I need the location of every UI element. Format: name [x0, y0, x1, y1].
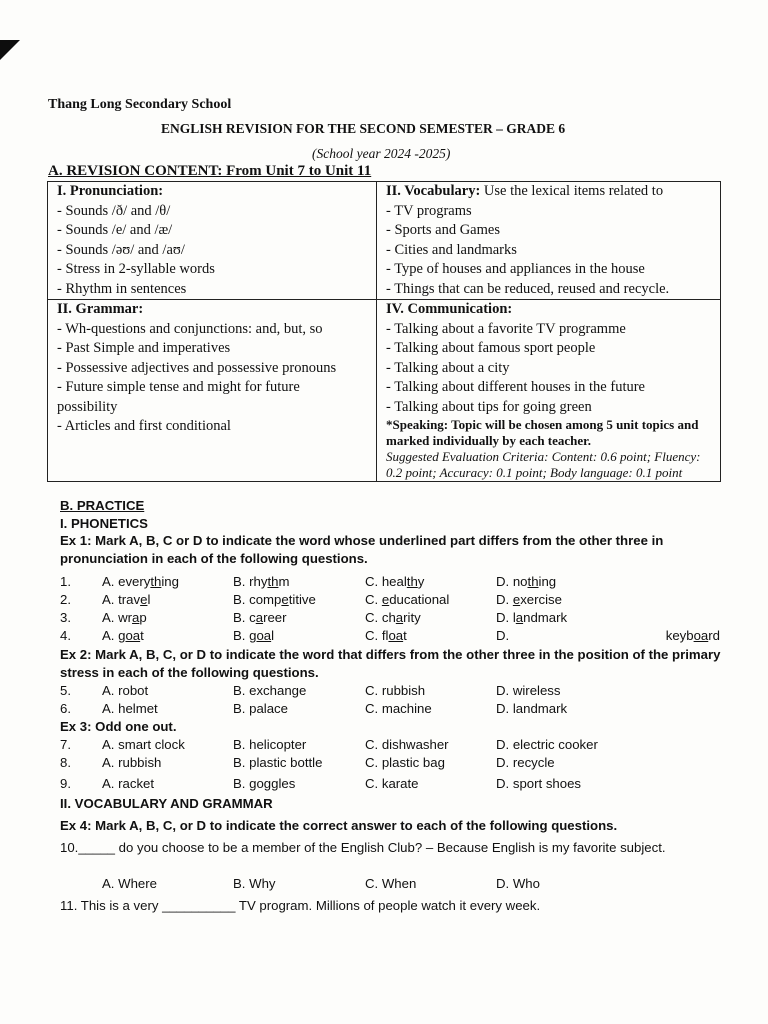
- option-a: A. Where: [102, 876, 157, 891]
- question-row: [60, 592, 720, 610]
- option-text: D.: [496, 592, 513, 607]
- question-row: [60, 574, 720, 592]
- vocabulary-item: - TV programs: [386, 202, 472, 219]
- communication-item: - Talking about famous sport people: [386, 340, 596, 356]
- option-a: [102, 701, 158, 716]
- option-d: [496, 628, 509, 643]
- question-11: 11. This is a very __________ TV program. Millions of people watch it every week.: [60, 898, 541, 913]
- option-text: ducational: [389, 592, 450, 607]
- speaking-note: *Speaking: Topic will be chosen among 5 unit topics and marked individually by each teacher.: [386, 417, 699, 448]
- option-text: C. ch: [365, 610, 396, 625]
- underlined-part: th: [527, 574, 539, 589]
- option-text: reer: [263, 610, 287, 625]
- option-c: [365, 737, 449, 752]
- option-text: A. every: [102, 574, 151, 589]
- scan-corner-mark: [0, 40, 20, 78]
- option-text: D.: [496, 628, 510, 643]
- phonetics-heading: I. PHONETICS: [60, 516, 148, 531]
- underlined-part: oa: [388, 628, 404, 643]
- option-b: [233, 701, 288, 716]
- question-row: [60, 755, 720, 773]
- pronunciation-title: I. Pronunciation:: [57, 183, 164, 199]
- communication-item: - Talking about different houses in the future: [386, 379, 645, 395]
- option-text: D. no: [496, 574, 528, 589]
- option-d: [496, 610, 567, 625]
- underlined-part: oa: [693, 628, 709, 643]
- option-d: [496, 755, 555, 770]
- option-text: l: [147, 592, 151, 607]
- question-number: 3.: [60, 610, 71, 625]
- option-text: C. plastic bag: [365, 755, 445, 770]
- option-d: [496, 683, 560, 698]
- option-text: titive: [288, 592, 316, 607]
- option-text: t: [140, 628, 144, 643]
- option-text: B. rhy: [233, 574, 268, 589]
- option-text: C. machine: [365, 701, 432, 716]
- question-number: 5.: [60, 683, 71, 698]
- ex4-instruction: Ex 4: Mark A, B, C, or D to indicate the correct answer to each of the following questions.: [60, 818, 618, 833]
- pronunciation-item: - Rhythm in sentences: [57, 280, 187, 297]
- communication-cell: [377, 300, 721, 482]
- pronunciation-item: - Stress in 2-syllable words: [57, 261, 215, 277]
- question-number: 2.: [60, 592, 71, 607]
- question-number: 4.: [60, 628, 71, 643]
- option-a: [102, 755, 161, 770]
- underlined-part: oa: [256, 628, 272, 643]
- grammar-item: - Possessive adjectives and possessive pronouns: [57, 359, 337, 376]
- option-text: xercise: [520, 592, 562, 607]
- pronunciation-item: - Sounds /ð/ and /θ/: [57, 202, 171, 219]
- question-row: [60, 610, 720, 628]
- option-d: [496, 592, 562, 607]
- underlined-part: a: [132, 610, 140, 625]
- option-text: B. c: [233, 610, 256, 625]
- option-b: [233, 776, 295, 791]
- grammar-cell: [48, 300, 377, 482]
- option-b: [233, 610, 287, 625]
- option-b: B. Why: [233, 876, 276, 891]
- option-text: A. wr: [102, 610, 133, 625]
- pronunciation-item: - Sounds /e/ and /æ/: [57, 222, 173, 238]
- option-text: keyb: [665, 628, 694, 643]
- grammar-item: possibility: [57, 398, 118, 415]
- option-text: B. plastic bottle: [233, 755, 323, 770]
- option-text: C. karate: [365, 776, 419, 791]
- option-a: [102, 737, 185, 752]
- option-d: [496, 776, 581, 791]
- section-a-heading: A. REVISION CONTENT: From Unit 7 to Unit 11: [48, 163, 372, 179]
- option-b: [233, 592, 316, 607]
- option-text: C.: [365, 592, 382, 607]
- option-d-word: [666, 628, 720, 643]
- option-c: [365, 755, 445, 770]
- grammar-item: - Future simple tense and might for future: [57, 379, 300, 395]
- question-number: 8.: [60, 755, 71, 770]
- option-a: [102, 610, 147, 625]
- underlined-part: th: [267, 574, 279, 589]
- option-a: [102, 776, 154, 791]
- option-c: [365, 628, 407, 643]
- vocabulary-cell: [377, 182, 721, 300]
- vocabulary-item: - Sports and Games: [386, 222, 500, 238]
- vocabulary-title: II. Vocabulary:: [386, 183, 481, 199]
- vocabulary-title-rest: Use the lexical items related to: [480, 183, 664, 199]
- option-text: A. racket: [102, 776, 155, 791]
- option-text: p: [139, 610, 147, 625]
- option-b: [233, 755, 322, 770]
- option-text: D. l: [496, 610, 516, 625]
- vocabulary-item: - Cities and landmarks: [386, 241, 517, 258]
- communication-item: - Talking about a city: [386, 359, 510, 376]
- option-a: [102, 592, 150, 607]
- option-text: t: [403, 628, 407, 643]
- underlined-part: e: [281, 592, 289, 607]
- option-text: ing: [161, 574, 179, 589]
- option-c: [365, 592, 449, 607]
- option-text: A. helmet: [102, 701, 158, 716]
- question-row: [60, 628, 720, 646]
- question-row: [60, 776, 720, 794]
- question-number: 6.: [60, 701, 71, 716]
- option-text: rd: [708, 628, 720, 643]
- question-10-options: [60, 876, 720, 894]
- ex2-instruction: Ex 2: Mark A, B, C, or D to indicate the word that differs from the other three in the position of the primary stress in each of the following questions.: [60, 647, 721, 680]
- school-year: (School year 2024 -2025): [312, 146, 451, 161]
- underlined-part: a: [395, 610, 404, 625]
- option-text: A. g: [102, 628, 126, 643]
- pronunciation-item: - Sounds /əʊ/ and /aʊ/: [57, 241, 185, 258]
- option-b: [233, 683, 306, 698]
- option-a: [102, 574, 179, 589]
- underlined-part: e: [140, 592, 148, 607]
- option-d: D. Who: [496, 876, 540, 891]
- option-c: [365, 574, 424, 589]
- vocabulary-item: - Things that can be reduced, reused and recycle.: [386, 280, 670, 297]
- option-text: B. palace: [233, 701, 288, 716]
- section-b-heading: B. PRACTICE: [60, 498, 145, 513]
- underlined-part: a: [255, 610, 264, 625]
- option-text: C. fl: [365, 628, 389, 643]
- option-b: [233, 737, 306, 752]
- option-text: A. smart clock: [102, 737, 185, 752]
- option-d: [496, 701, 567, 716]
- option-text: C. dishwasher: [365, 737, 449, 752]
- option-b: [233, 628, 274, 643]
- underlined-part: th: [150, 574, 162, 589]
- ex3-instruction: Ex 3: Odd one out.: [60, 719, 177, 734]
- option-c: [365, 683, 425, 698]
- grammar-item: - Wh-questions and conjunctions: and, but, so: [57, 320, 323, 337]
- option-text: A. rubbish: [102, 755, 162, 770]
- question-row: [60, 701, 720, 719]
- option-d: [496, 737, 598, 752]
- option-text: D. landmark: [496, 701, 568, 716]
- option-text: B. g: [233, 628, 257, 643]
- pronunciation-cell: [48, 182, 377, 300]
- option-text: y: [417, 574, 425, 589]
- option-text: rity: [403, 610, 421, 625]
- question-number: 7.: [60, 737, 71, 752]
- option-c: [365, 701, 432, 716]
- option-text: B. comp: [233, 592, 282, 607]
- underlined-part: e: [381, 592, 390, 607]
- option-text: B. exchange: [233, 683, 307, 698]
- option-c: [365, 776, 419, 791]
- option-text: A. robot: [102, 683, 149, 698]
- option-a: [102, 683, 148, 698]
- document-title: ENGLISH REVISION FOR THE SECOND SEMESTER – GRADE 6: [161, 121, 566, 136]
- revision-content-table: [47, 181, 721, 482]
- option-text: D. sport shoes: [496, 776, 582, 791]
- option-text: ndmark: [523, 610, 568, 625]
- option-b: [233, 574, 289, 589]
- vocabulary-item: - Type of houses and appliances in the house: [386, 261, 645, 277]
- option-text: C. heal: [365, 574, 407, 589]
- option-text: C. rubbish: [365, 683, 426, 698]
- communication-title: IV. Communication:: [386, 301, 513, 317]
- evaluation-criteria: Suggested Evaluation Criteria: Content: 0.6 point; Fluency: 0.2 point; Accuracy: 0.1 point; Body language: 0.1 point: [386, 449, 701, 480]
- option-c: C. When: [365, 876, 417, 891]
- option-text: A. trav: [102, 592, 141, 607]
- option-text: D. recycle: [496, 755, 555, 770]
- question-row: [60, 737, 720, 755]
- communication-item: - Talking about tips for going green: [386, 398, 592, 415]
- grammar-item: - Articles and first conditional: [57, 418, 231, 434]
- option-text: D. wireless: [496, 683, 561, 698]
- underlined-part: oa: [125, 628, 141, 643]
- underlined-part: a: [515, 610, 524, 625]
- underlined-part: e: [512, 592, 521, 607]
- option-text: m: [278, 574, 290, 589]
- option-d: [496, 574, 556, 589]
- question-row: [60, 683, 720, 701]
- question-number: 1.: [60, 574, 71, 589]
- communication-item: - Talking about a favorite TV programme: [386, 320, 626, 337]
- question-number: 9.: [60, 776, 71, 791]
- grammar-title: II. Grammar:: [57, 301, 144, 317]
- option-text: B. goggles: [233, 776, 296, 791]
- grammar-item: - Past Simple and imperatives: [57, 340, 231, 356]
- option-text: ing: [538, 574, 557, 589]
- vocab-grammar-heading: II. VOCABULARY AND GRAMMAR: [60, 796, 273, 811]
- option-a: [102, 628, 144, 643]
- underlined-part: th: [406, 574, 418, 589]
- question-10: 10._____ do you choose to be a member of the English Club? – Because English is my favorite subject.: [60, 840, 666, 855]
- ex1-instruction: Ex 1: Mark A, B, C or D to indicate the word whose underlined part differs from the other three in pronunciation in each of the following questions.: [60, 533, 664, 566]
- option-text: D. electric cooker: [496, 737, 598, 752]
- option-text: B. helicopter: [233, 737, 307, 752]
- school-name: Thang Long Secondary School: [48, 97, 232, 112]
- option-c: [365, 610, 421, 625]
- option-text: l: [271, 628, 275, 643]
